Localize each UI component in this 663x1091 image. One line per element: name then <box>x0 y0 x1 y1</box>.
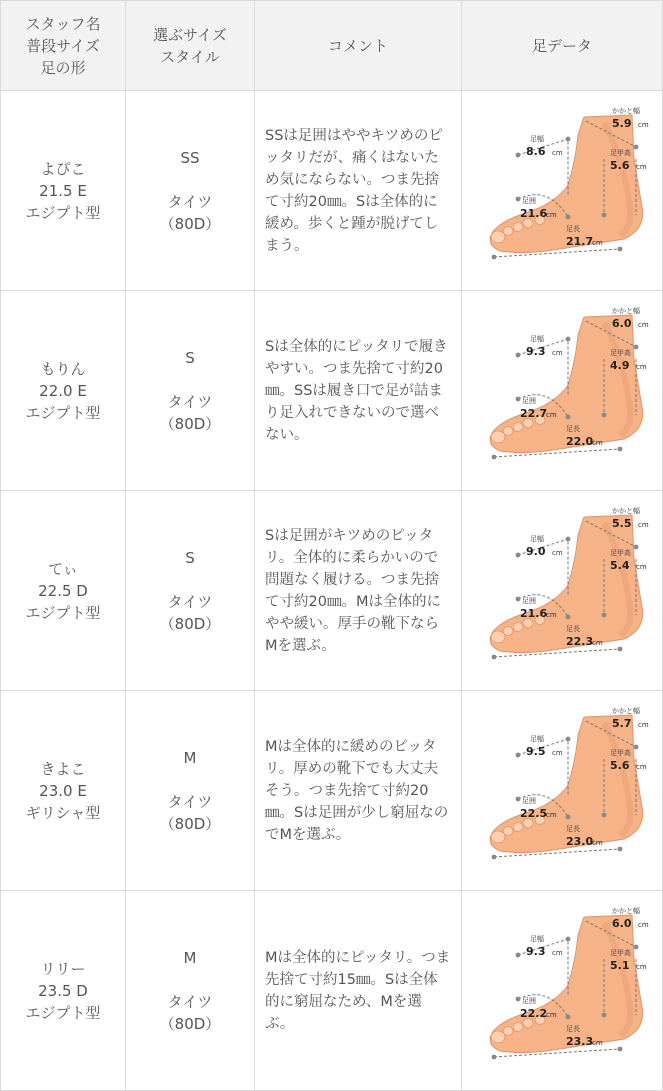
header-row <box>1 1 663 91</box>
chosen-size: M <box>183 748 197 767</box>
unit-label: cm <box>636 362 647 371</box>
girth-value: 21.6 <box>520 606 548 620</box>
foot-shape: ギリシャ型 <box>25 803 101 822</box>
girth-value: 22.5 <box>520 806 548 820</box>
toe <box>503 226 513 235</box>
width-value: 9.3 <box>526 944 546 958</box>
staff-cell <box>1 91 126 291</box>
girth-value: 21.6 <box>520 206 548 220</box>
staff-row <box>1 691 663 891</box>
measure-point <box>618 446 623 451</box>
width-label: 足幅 <box>530 534 544 543</box>
width-value: 8.6 <box>526 144 546 158</box>
length-label: 足長 <box>566 1024 580 1033</box>
width-label: 足幅 <box>530 934 544 943</box>
girth-label: 足囲 <box>522 396 536 405</box>
measure-point <box>634 344 639 349</box>
measure-point <box>634 544 639 549</box>
measure-point <box>566 214 571 219</box>
toe <box>513 1022 523 1031</box>
instep-label: 足甲高 <box>610 348 631 357</box>
unit-label: cm <box>636 962 647 971</box>
unit-label: cm <box>638 520 649 529</box>
length-label: 足長 <box>566 224 580 233</box>
girth-label: 足囲 <box>522 996 536 1005</box>
unit-label: cm <box>638 720 649 729</box>
foot-shape: エジプト型 <box>25 1003 101 1022</box>
toe <box>503 426 513 435</box>
unit-label: cm <box>552 948 563 957</box>
staff-cell <box>1 691 126 891</box>
measure-point <box>492 854 497 859</box>
measure-point <box>602 1012 607 1017</box>
chosen-size-cell <box>126 91 255 291</box>
unit-label: cm <box>636 562 647 571</box>
girth-label: 足囲 <box>522 596 536 605</box>
length-value: 23.0 <box>566 834 594 848</box>
comment-cell: SSは足囲はややキツめのピッタリだが、痛くはないため気にならない。つま先捨て寸約20㎜。Sは全体的に緩め。歩くと踵が脱げてしまう。 <box>255 91 462 291</box>
header-staff-line: 足の形 <box>40 58 86 77</box>
foot-data-cell <box>462 891 663 1091</box>
foot-data-cell <box>462 91 663 291</box>
width-value: 9.3 <box>526 344 546 358</box>
foot-shape: エジプト型 <box>25 203 101 222</box>
usual-size: 22.5 D <box>38 581 88 600</box>
unit-label: cm <box>552 548 563 557</box>
style: タイツ <box>167 392 213 411</box>
chosen-size: M <box>183 948 197 967</box>
chosen-size: S <box>185 348 195 367</box>
measure-point <box>516 152 521 157</box>
unit-label: cm <box>552 148 563 157</box>
instep-label: 足甲高 <box>610 148 631 157</box>
measure-point <box>634 144 639 149</box>
width-value: 9.0 <box>526 544 546 558</box>
staff-name: よぴこ <box>40 159 86 178</box>
heel-label: かかと幅 <box>612 906 640 915</box>
chosen-size: S <box>185 548 195 567</box>
measure-point <box>516 596 521 601</box>
length-value: 22.3 <box>566 634 594 648</box>
measure-point <box>602 412 607 417</box>
measure-point <box>602 612 607 617</box>
usual-size: 23.0 E <box>39 781 87 800</box>
header-comment: コメント <box>255 1 462 91</box>
spacer <box>126 369 254 391</box>
usual-size: 21.5 E <box>39 181 87 200</box>
measure-point <box>566 736 571 741</box>
comment-cell: Mは全体的に緩めのピッタリ。厚めの靴下でも大丈夫そう。つま先捨て寸約20㎜。Sは足囲が少し窮屈なのでMを選ぶ。 <box>255 691 462 891</box>
instep-value: 5.6 <box>610 758 630 772</box>
unit-label: cm <box>546 610 557 619</box>
heel-label: かかと幅 <box>612 306 640 315</box>
instep-label: 足甲高 <box>610 948 631 957</box>
heel-label: かかと幅 <box>612 706 640 715</box>
toe <box>491 231 505 243</box>
heel-value: 5.9 <box>612 116 632 130</box>
measure-point <box>602 812 607 817</box>
unit-label: cm <box>592 838 603 847</box>
usual-size: 22.0 E <box>39 381 87 400</box>
staff-name: もりん <box>40 359 86 378</box>
toe <box>513 422 523 431</box>
style: タイツ <box>167 592 213 611</box>
measure-point <box>492 254 497 259</box>
measure-point <box>566 136 571 141</box>
unit-label: cm <box>592 638 603 647</box>
instep-value: 5.1 <box>610 958 630 972</box>
length-value: 22.0 <box>566 434 594 448</box>
measure-point <box>618 646 623 651</box>
header-size-line: スタイル <box>160 47 220 66</box>
instep-value: 5.6 <box>610 158 630 172</box>
staff-name: てぃ <box>48 559 78 578</box>
spacer <box>126 169 254 191</box>
measure-point <box>566 814 571 819</box>
foot-shape: エジプト型 <box>25 403 101 422</box>
measure-point <box>566 936 571 941</box>
unit-label: cm <box>592 1038 603 1047</box>
spacer <box>126 969 254 991</box>
unit-label: cm <box>636 762 647 771</box>
unit-label: cm <box>636 162 647 171</box>
width-label: 足幅 <box>530 334 544 343</box>
heel-value: 6.0 <box>612 916 632 930</box>
length-value: 21.7 <box>566 234 594 248</box>
denier: （80D） <box>159 614 221 633</box>
unit-label: cm <box>638 920 649 929</box>
measure-point <box>516 396 521 401</box>
foot-shape: エジプト型 <box>25 603 101 622</box>
measure-point <box>566 336 571 341</box>
length-label: 足長 <box>566 424 580 433</box>
header-size-line: 選ぶサイズ <box>153 25 227 44</box>
measure-point <box>492 1054 497 1059</box>
denier: （80D） <box>159 814 221 833</box>
measure-point <box>516 552 521 557</box>
measure-point <box>566 536 571 541</box>
girth-value: 22.7 <box>520 406 548 420</box>
measure-point <box>634 944 639 949</box>
header-staff-line: 普段サイズ <box>26 36 100 55</box>
length-value: 23.3 <box>566 1034 594 1048</box>
chosen-size-cell <box>126 491 255 691</box>
measure-point <box>492 654 497 659</box>
measure-point <box>516 752 521 757</box>
header-foot-data: 足データ <box>462 1 663 91</box>
unit-label: cm <box>638 120 649 129</box>
heel-value: 6.0 <box>612 316 632 330</box>
denier: （80D） <box>159 414 221 433</box>
heel-label: かかと幅 <box>612 506 640 515</box>
girth-value: 22.2 <box>520 1006 548 1020</box>
foot-data-cell <box>462 691 663 891</box>
measure-point <box>516 352 521 357</box>
staff-cell <box>1 891 126 1091</box>
unit-label: cm <box>546 210 557 219</box>
staff-row <box>1 491 663 691</box>
chosen-size-cell <box>126 891 255 1091</box>
measure-point <box>516 996 521 1001</box>
foot-diagram <box>464 299 660 479</box>
denier: （80D） <box>159 1014 221 1033</box>
measure-point <box>618 1046 623 1051</box>
measure-point <box>516 796 521 801</box>
toe <box>513 222 523 231</box>
staff-name: リリー <box>40 959 86 978</box>
style: タイツ <box>167 192 213 211</box>
foot-data-cell <box>462 491 663 691</box>
instep-label: 足甲高 <box>610 748 631 757</box>
width-label: 足幅 <box>530 134 544 143</box>
toe <box>491 831 505 843</box>
toe <box>491 431 505 443</box>
denier: （80D） <box>159 214 221 233</box>
foot-diagram <box>464 499 660 679</box>
foot-diagram <box>464 899 660 1079</box>
chosen-size-cell <box>126 691 255 891</box>
staff-cell <box>1 291 126 491</box>
foot-diagram <box>464 699 660 879</box>
staff-row <box>1 291 663 491</box>
header-size <box>126 1 255 91</box>
header-staff-line: スタッフ名 <box>25 14 101 33</box>
measure-point <box>566 614 571 619</box>
comment-cell: Mは全体的にピッタリ。つま先捨て寸約15㎜。Sは全体的に窮屈なため、Mを選ぶ。 <box>255 891 462 1091</box>
spacer <box>126 769 254 791</box>
measure-point <box>566 414 571 419</box>
style: タイツ <box>167 992 213 1011</box>
instep-value: 5.4 <box>610 558 630 572</box>
measure-point <box>516 952 521 957</box>
unit-label: cm <box>546 1010 557 1019</box>
usual-size: 23.5 D <box>38 981 88 1000</box>
header-staff <box>1 1 126 91</box>
unit-label: cm <box>592 438 603 447</box>
girth-label: 足囲 <box>522 796 536 805</box>
measure-point <box>634 744 639 749</box>
heel-value: 5.7 <box>612 716 632 730</box>
length-label: 足長 <box>566 824 580 833</box>
measure-point <box>602 212 607 217</box>
measure-point <box>618 846 623 851</box>
staff-row <box>1 91 663 291</box>
measure-point <box>618 246 623 251</box>
width-label: 足幅 <box>530 734 544 743</box>
heel-value: 5.5 <box>612 516 632 530</box>
style: タイツ <box>167 792 213 811</box>
toe <box>491 631 505 643</box>
foot-diagram <box>464 99 660 279</box>
length-label: 足長 <box>566 624 580 633</box>
toe <box>503 826 513 835</box>
toe <box>513 822 523 831</box>
measure-point <box>566 1014 571 1019</box>
toe <box>503 626 513 635</box>
measure-point <box>516 196 521 201</box>
toe <box>513 622 523 631</box>
staff-row <box>1 891 663 1091</box>
unit-label: cm <box>546 410 557 419</box>
measure-point <box>492 454 497 459</box>
foot-data-cell <box>462 291 663 491</box>
heel-label: かかと幅 <box>612 106 640 115</box>
chosen-size-cell <box>126 291 255 491</box>
staff-name: きよこ <box>40 759 86 778</box>
unit-label: cm <box>638 320 649 329</box>
comment-cell: Sは全体的にピッタリで履きやすい。つま先捨て寸約20㎜。SSは履き口で足が詰まり足入れできないので選べない。 <box>255 291 462 491</box>
girth-label: 足囲 <box>522 196 536 205</box>
toe <box>491 1031 505 1043</box>
chosen-size: SS <box>180 148 200 167</box>
comment-cell: Sは足囲がキツめのピッタリ。全体的に柔らかいので問題なく履ける。つま先捨て寸約20㎜。Mは全体的にやや緩い。厚手の靴下ならMを選ぶ。 <box>255 491 462 691</box>
instep-value: 4.9 <box>610 358 630 372</box>
spacer <box>126 569 254 591</box>
unit-label: cm <box>552 748 563 757</box>
unit-label: cm <box>592 238 603 247</box>
instep-label: 足甲高 <box>610 548 631 557</box>
unit-label: cm <box>552 348 563 357</box>
unit-label: cm <box>546 810 557 819</box>
width-value: 9.5 <box>526 744 546 758</box>
toe <box>503 1026 513 1035</box>
staff-cell <box>1 491 126 691</box>
